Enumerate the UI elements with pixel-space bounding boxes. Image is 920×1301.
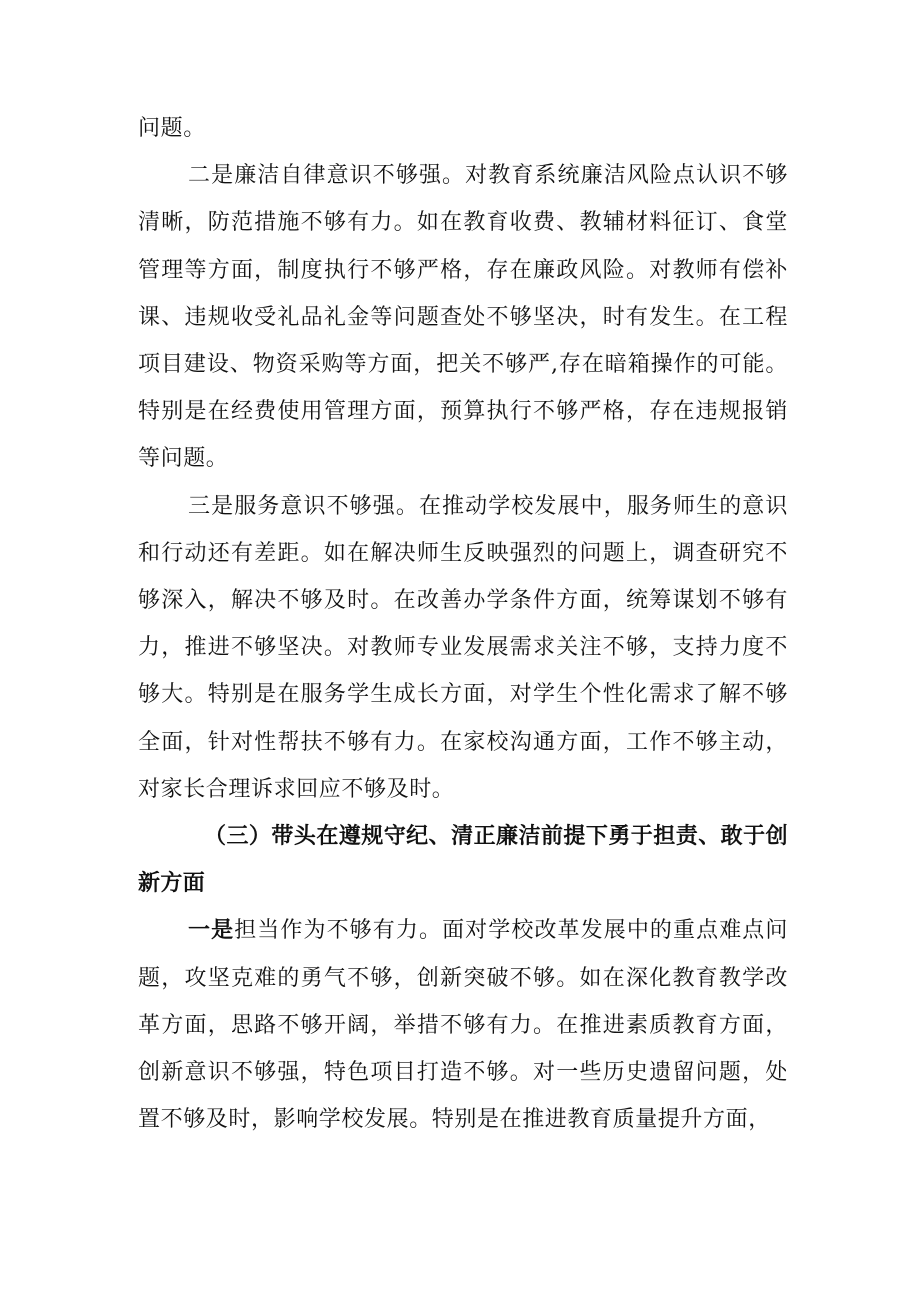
paragraph-continuation: 问题。: [138, 116, 206, 141]
paragraph-body-text: 担当作为不够有力。面对学校改革发展中的重点难点问题，攻坚克难的勇气不够，创新突破不够。如在深化教育教学改革方面，思路不够开阔，举措不够有力。在推进素质教育方面，创新意识不够强，特色项目打造不够。对一些历史遗留问题，处置不够及时，影响学校发展。特别是在推进教育质量提升方面，: [138, 918, 789, 1133]
paragraph-service-awareness: 三是服务意识不够强。在推动学校发展中，服务师生的意识和行动还有差距。如在解决师生反映强烈的问题上，调查研究不够深入，解决不够及时。在改善办学条件方面，统筹谋划不够有力，推进不够坚决。对教师专业发展需求关注不够，支持力度不够大。特别是在服务学生成长方面，对学生个性化需求了解不够全面，针对性帮扶不够有力。在家校沟通方面，工作不够主动，对家长合理诉求回应不够及时。: [138, 493, 788, 802]
paragraph-lead-bold: 一是: [188, 917, 235, 944]
paragraph-responsibility: [138, 907, 788, 1143]
document-body: [138, 105, 788, 1143]
section-heading-three: （三）带头在遵规守纪、清正廉洁前提下勇于担责、敢于创新方面: [138, 824, 788, 897]
paragraph-integrity-self-discipline: 二是廉洁自律意识不够强。对教育系统廉洁风险点认识不够清晰，防范措施不够有力。如在教育收费、教辅材料征订、食堂管理等方面，制度执行不够严格，存在廉政风险。对教师有偿补课、违规收受礼品礼金等问题查处不够坚决，时有发生。在工程项目建设、物资采购等方面，把关不够严,存在暗箱操作的可能。特别是在经费使用管理方面，预算执行不够严格，存在违规报销等问题。: [138, 163, 788, 472]
